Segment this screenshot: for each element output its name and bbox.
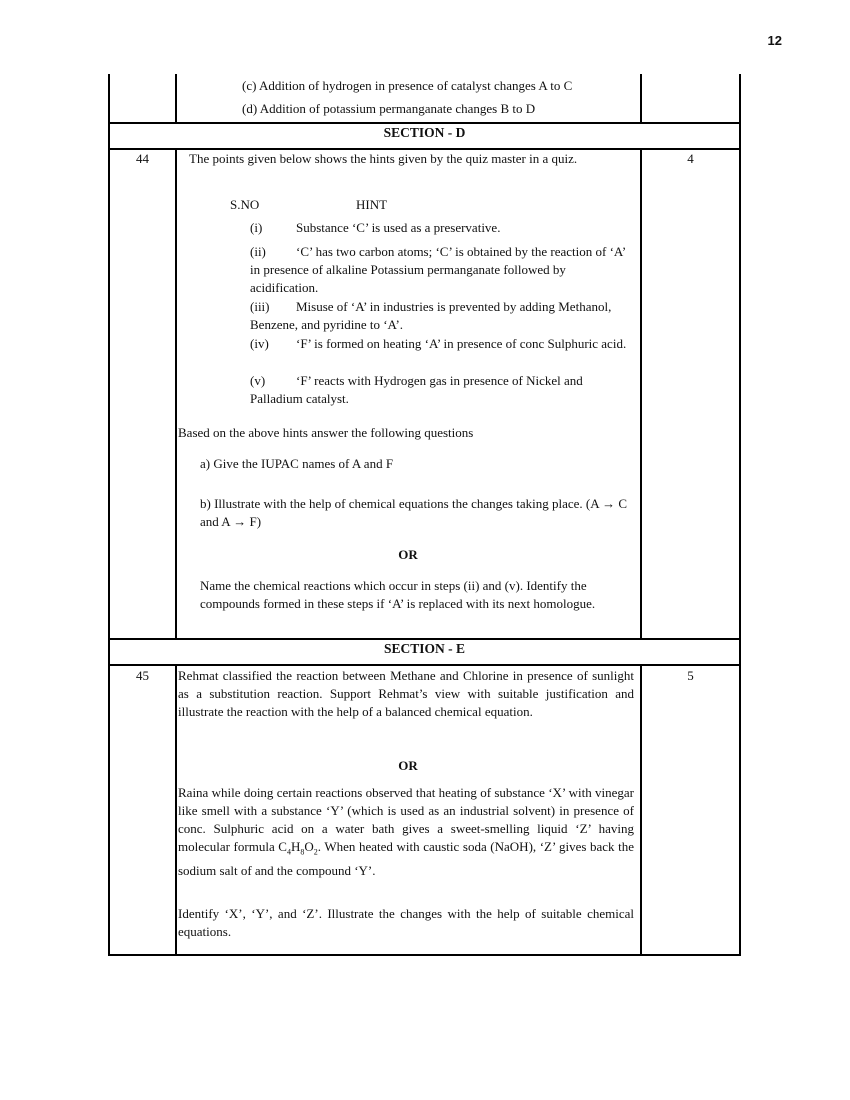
question-number-45: 45 [136,668,149,683]
option-d: (d) Addition of potassium permanganate changes B to D [242,101,536,116]
question-45-identify: Identify ‘X’, ‘Y’, and ‘Z’. Illustrate the changes with the help of suitable chemical equations. [178,906,634,939]
question-44-intro: The points given below shows the hints given by the quiz master in a quiz. [189,151,578,166]
part-b: b) Illustrate with the help of chemical equations the changes taking place. (A → C and A → F) [200,496,628,529]
question-44-alternative: Name the chemical reactions which occur in steps (ii) and (v). Identify the compounds formed in these steps if ‘A’ is replaced with its next homologue. [200,578,596,611]
based-on-hints: Based on the above hints answer the following questions [178,425,474,440]
hint-1: (i) Substance ‘C’ is used as a preservative. [250,220,501,235]
hint-3: (iii) Misuse of ‘A’ in industries is prevented by adding Methanol, Benzene, and pyridine to ‘A’. [250,299,612,332]
marks-45: 5 [687,668,694,683]
sno-header: S.NO [230,197,260,212]
hint-2: (ii) ‘C’ has two carbon atoms; ‘C’ is obtained by the reaction of ‘A’ in presence of alkaline Potassium permanganate followed by acidification. [250,244,626,295]
or-separator-44: OR [398,547,418,562]
marks-44: 4 [687,151,694,166]
section-e-title: SECTION - E [383,641,466,656]
hint-header: HINT [356,197,388,212]
page-number: 12 [767,33,782,48]
hint-4: (iv) ‘F’ is formed on heating ‘A’ in presence of conc Sulphuric acid. [250,336,627,351]
question-45-text: Rehmat classified the reaction between Methane and Chlorine in presence of sunlight as a substitution reaction. Support Rehmat’s view with suitable justification and illustrate the reaction with the help of a balanced chemical equation. [178,668,634,719]
part-a: a) Give the IUPAC names of A and F [200,456,394,471]
question-number-44: 44 [136,151,149,166]
or-separator-45: OR [398,758,418,773]
hint-5: (v) ‘F’ reacts with Hydrogen gas in presence of Nickel and Palladium catalyst. [250,373,583,406]
option-c: (c) Addition of hydrogen in presence of catalyst changes A to C [242,78,573,93]
question-45-alternative: Raina while doing certain reactions observed that heating of substance ‘X’ with vinegar like smell with a substance ‘Y’ (which is used as an industrial solvent) in presence of conc. Sulphuric acid on a water bath gives a sweet-smelling liquid ‘Z’ having molecular formula $C_4H_8O_2$. When heated with caustic soda (NaOH), ‘Z’ gives back the sodium salt of and the compound ‘Y’. [178,785,634,878]
question-table [108,74,741,956]
section-d-title: SECTION - D [383,125,466,140]
